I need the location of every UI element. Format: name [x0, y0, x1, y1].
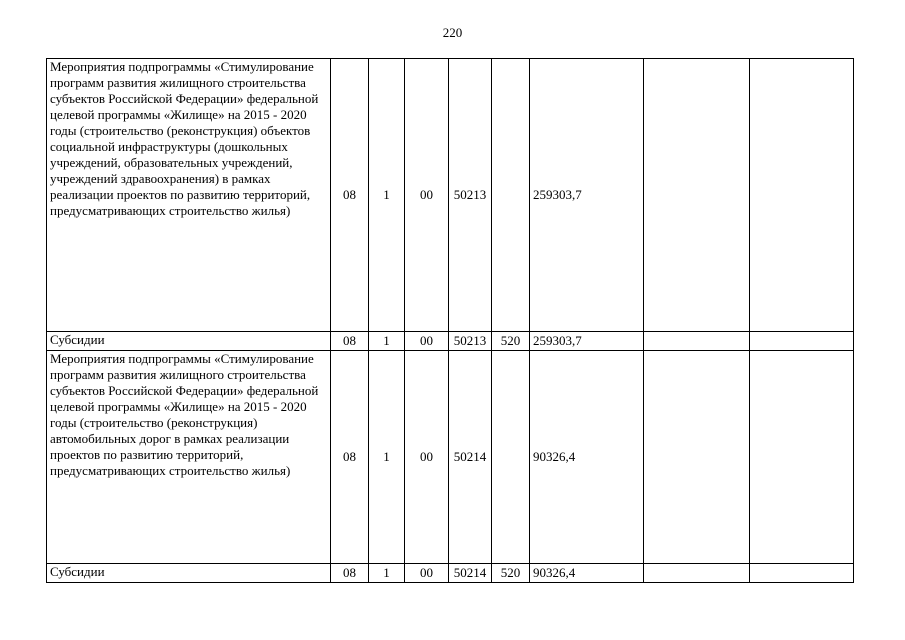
row-col7: [644, 351, 750, 564]
row-section: 08: [331, 564, 369, 583]
row-group: 00: [405, 351, 449, 564]
row-name: Мероприятия подпрограммы «Стимулирование программ развития жилищного строительства субъектов Российской Федерации» федеральной целевой программы «Жилище» на 2015 - 2020 годы (строительство (реконструкция) объектов социальной инфраструктуры (дошкольных учреждений, образовательных учреждений, учреждений здравоохранения) в рамках реализации проектов по развитию территорий, предусматривающих строительство жилья): [47, 59, 331, 332]
row-expense-type: [492, 351, 530, 564]
row-subprogram: 1: [369, 351, 405, 564]
row-col8: [750, 332, 854, 351]
row-group: 00: [405, 332, 449, 351]
row-code: 50214: [449, 351, 492, 564]
table-row: [47, 332, 854, 351]
row-amount: 259303,7: [530, 332, 644, 351]
row-expense-type: [492, 59, 530, 332]
row-amount: 259303,7: [530, 59, 644, 332]
row-name: Субсидии: [47, 332, 331, 351]
row-code: 50213: [449, 59, 492, 332]
row-name: Мероприятия подпрограммы «Стимулирование программ развития жилищного строительства субъектов Российской Федерации» федеральной целевой программы «Жилище» на 2015 - 2020 годы (строительство (реконструкция) автомобильных дорог в рамках реализации проектов по развитию территорий, предусматривающих строительство жилья): [47, 351, 331, 564]
row-section: 08: [331, 332, 369, 351]
table-row: [47, 564, 854, 583]
row-group: 00: [405, 59, 449, 332]
row-col8: [750, 564, 854, 583]
row-code: 50214: [449, 564, 492, 583]
row-subprogram: 1: [369, 59, 405, 332]
row-col8: [750, 59, 854, 332]
row-group: 00: [405, 564, 449, 583]
row-expense-type: 520: [492, 332, 530, 351]
budget-table: [46, 58, 854, 583]
row-col7: [644, 332, 750, 351]
row-subprogram: 1: [369, 332, 405, 351]
table-row: [47, 59, 854, 332]
row-code: 50213: [449, 332, 492, 351]
row-section: 08: [331, 351, 369, 564]
table-row: [47, 351, 854, 564]
row-amount: 90326,4: [530, 351, 644, 564]
row-expense-type: 520: [492, 564, 530, 583]
row-col7: [644, 59, 750, 332]
row-col7: [644, 564, 750, 583]
row-amount: 90326,4: [530, 564, 644, 583]
row-subprogram: 1: [369, 564, 405, 583]
page-number: 220: [442, 25, 463, 40]
row-section: 08: [331, 59, 369, 332]
row-col8: [750, 351, 854, 564]
row-name: Субсидии: [47, 564, 331, 583]
